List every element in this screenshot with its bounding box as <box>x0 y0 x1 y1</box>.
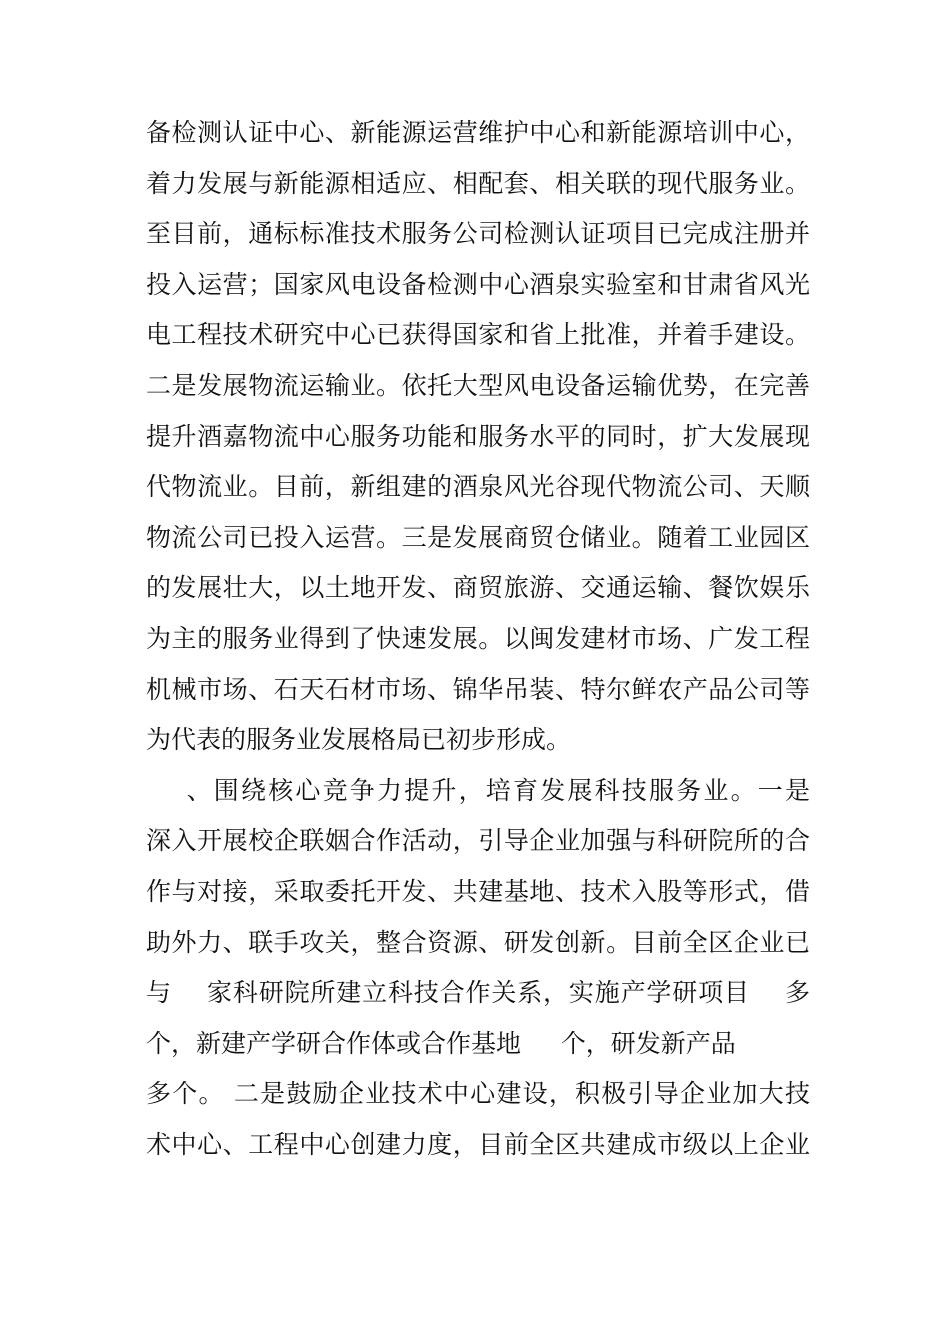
text-line: 代物流业。目前，新组建的酒泉风光谷现代物流公司、天顺 <box>146 472 810 502</box>
body-text <box>146 108 810 1170</box>
text-line: 、围绕核心竞争力提升，培育发展科技服务业。一是 <box>146 775 810 805</box>
text-line: 至目前，通标标准技术服务公司检测认证项目已完成注册并 <box>146 219 810 249</box>
text-line: 机械市场、石天石材市场、锦华吊装、特尔鲜农产品公司等 <box>146 674 810 704</box>
text-line: 术中心、工程中心创建力度，目前全区共建成市级以上企业 <box>146 1129 810 1159</box>
text-line: 的发展壮大，以土地开发、商贸旅游、交通运输、餐饮娱乐 <box>146 573 810 603</box>
text-line: 与 家科研院所建立科技合作关系，实施产学研项目 多 <box>146 978 810 1008</box>
text-line: 备检测认证中心、新能源运营维护中心和新能源培训中心， <box>146 118 810 147</box>
text-line: 提升酒嘉物流中心服务功能和服务水平的同时，扩大发展现 <box>146 421 810 451</box>
text-line: 为主的服务业得到了快速发展。以闽发建材市场、广发工程 <box>146 623 810 653</box>
text-line: 二是发展物流运输业。依托大型风电设备运输优势，在完善 <box>146 370 810 400</box>
text-line: 多个。 二是鼓励企业技术中心建设，积极引导企业加大技 <box>146 1079 810 1109</box>
text-line: 作与对接，采取委托开发、共建基地、技术入股等形式，借 <box>146 876 810 906</box>
text-line: 投入运营；国家风电设备检测中心酒泉实验室和甘肃省风光 <box>146 269 810 299</box>
text-line: 深入开展校企联姻合作活动，引导企业加强与科研院所的合 <box>146 826 810 856</box>
text-line: 电工程技术研究中心已获得国家和省上批准，并着手建设。 <box>146 320 810 350</box>
text-line: 着力发展与新能源相适应、相配套、相关联的现代服务业。 <box>146 168 810 198</box>
text-line: 助外力、联手攻关，整合资源、研发创新。目前全区企业已 <box>146 927 810 957</box>
text-line: 物流公司已投入运营。三是发展商贸仓储业。随着工业园区 <box>146 522 810 552</box>
text-line: 为代表的服务业发展格局已初步形成。 <box>146 725 572 755</box>
text-line: 个，新建产学研合作体或合作基地 个，研发新产品 <box>146 1028 736 1058</box>
